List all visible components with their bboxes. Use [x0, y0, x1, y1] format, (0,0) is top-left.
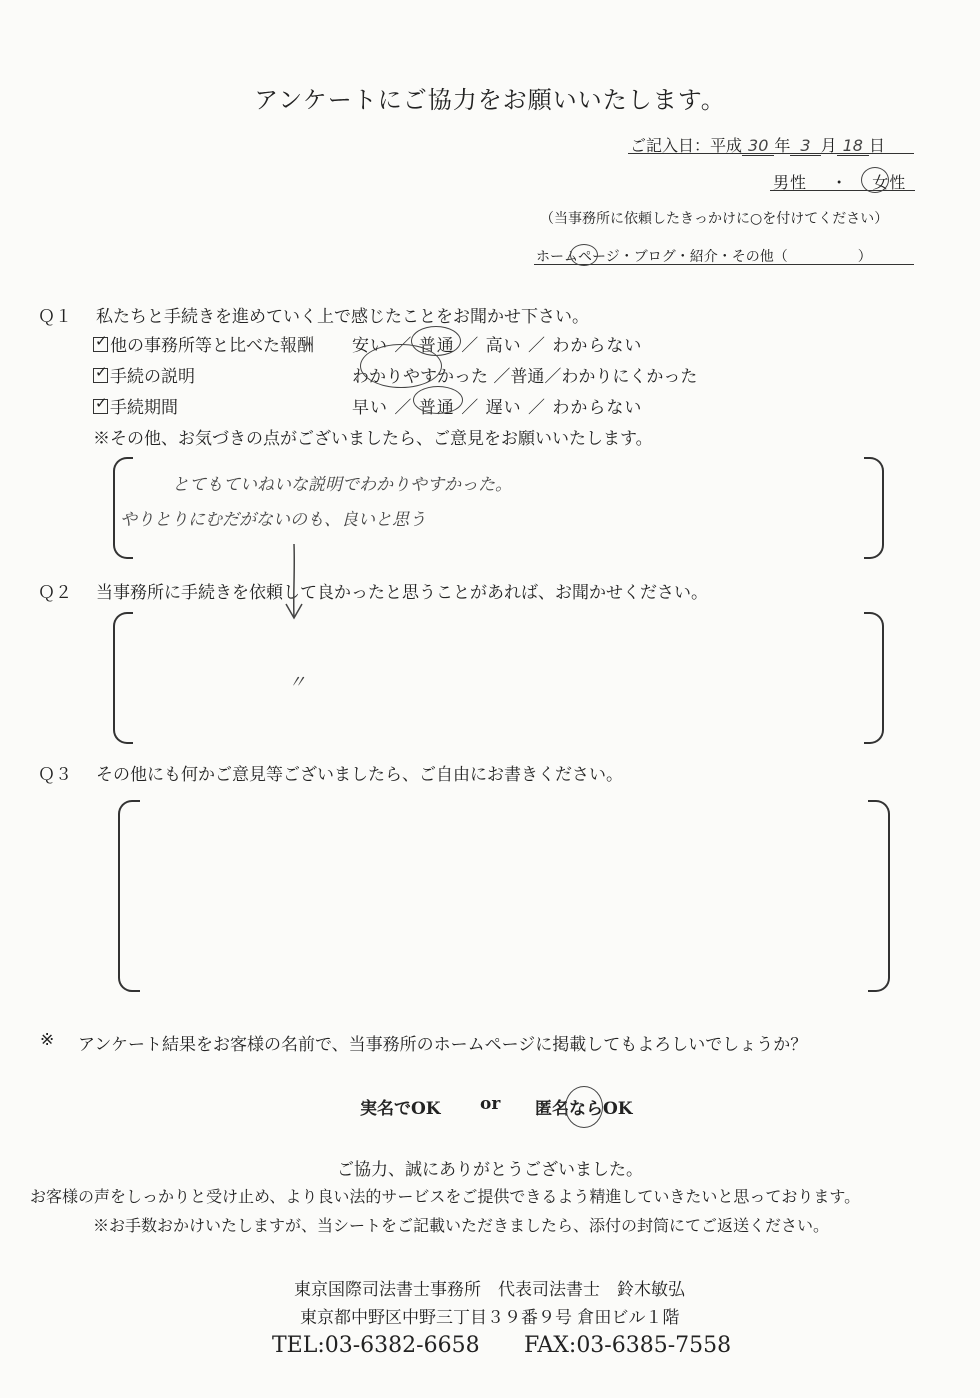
q1-item-period[interactable] [93, 393, 178, 418]
trigger-circle [570, 244, 598, 266]
q2-box-left-bracket [113, 612, 133, 744]
trigger-instruction: （当事務所に依頼したきっかけに○を付けてください） [540, 211, 889, 227]
gender-female-circle [861, 167, 889, 193]
entry-month[interactable]: 3 [790, 136, 820, 156]
trigger-options[interactable]: ホームページ・ブログ・紹介・その他（ ） [536, 249, 872, 265]
q1-item-explanation-options[interactable]: わかりやすかった ／普通／わかりにくかった [352, 367, 698, 387]
q3-question: その他にも何かご意見等ございましたら、ご自由にお書きください。 [96, 765, 623, 785]
publish-mark: ※ [40, 1030, 55, 1050]
q1-item-fee[interactable] [93, 331, 314, 356]
q2-number: Ｑ２ [38, 583, 72, 603]
thanks-line2: お客様の声をしっかりと受け止め、より良い法的サービスをご提供できるよう精進していきたいと思っております。 [30, 1187, 861, 1206]
q1-explanation-circle [360, 344, 442, 388]
publish-anonymous[interactable]: 匿名ならOK [535, 1099, 633, 1119]
checkbox-icon[interactable] [93, 368, 108, 383]
q1-item-fee-label: 他の事務所等と比べた報酬 [110, 336, 314, 356]
q1-item-fee-options[interactable]: 安い ／ 普通 ／ 高い ／ わからない [352, 336, 643, 356]
q1-item-explanation[interactable] [93, 362, 195, 387]
gender-female[interactable]: 女性 [872, 173, 907, 192]
office-fax: FAX:03-6385-7558 [524, 1333, 732, 1358]
q3-box-right-bracket [868, 800, 890, 992]
q1-item-period-options[interactable]: 早い ／ 普通 ／ 遅い ／ わからない [352, 398, 643, 418]
publish-or: or [480, 1094, 501, 1114]
page-title: アンケートにご協力をお願いいたします。 [254, 86, 726, 114]
entry-date-label: ご記入日：平成 [630, 136, 743, 155]
publish-anonymous-circle [565, 1086, 603, 1128]
publish-question: アンケート結果をお客様の名前で、当事務所のホームページに掲載してもよろしいでしょうか？ [78, 1035, 808, 1055]
thanks-line3: ※お手数おかけいたしますが、当シートをご記載いただきましたら、添付の封筒にてご返送ください。 [93, 1216, 830, 1235]
q3-number: Ｑ３ [38, 765, 72, 785]
gender-separator: ・ [831, 173, 849, 192]
entry-day-unit: 日 [868, 136, 885, 155]
entry-year-unit: 年 [774, 136, 791, 155]
q1-answer-line2[interactable]: やりとりにむだがないのも、良いと思う [120, 510, 426, 530]
checkbox-icon[interactable] [93, 337, 108, 352]
entry-date-underline [628, 153, 914, 154]
q1-number: Ｑ１ [38, 307, 72, 327]
q1-box-right-bracket [864, 457, 884, 559]
office-name: 東京国際司法書士事務所 代表司法書士 鈴木敏弘 [294, 1280, 685, 1300]
gender-underline [770, 190, 915, 191]
office-address: 東京都中野区中野三丁目３９番９号 倉田ビル１階 [300, 1308, 680, 1328]
q2-question: 当事務所に手続きを依頼して良かったと思うことがあれば、お聞かせください。 [96, 583, 708, 603]
entry-day[interactable]: 18 [837, 136, 869, 156]
q3-box-left-bracket [118, 800, 140, 992]
entry-year[interactable]: 30 [742, 136, 774, 156]
q2-box-right-bracket [864, 612, 884, 744]
q1-period-circle [413, 386, 463, 414]
thanks-line1: ご協力、誠にありがとうございました。 [337, 1160, 643, 1180]
entry-month-unit: 月 [820, 136, 837, 155]
gender-male[interactable]: 男性 [773, 173, 808, 192]
office-tel: TEL:03-6382-6658 [272, 1333, 480, 1358]
q1-item-explanation-label: 手続の説明 [110, 367, 195, 387]
q2-answer[interactable]: 〃 [288, 672, 306, 693]
q1-answer-line1[interactable]: とてもていねいな説明でわかりやすかった。 [172, 475, 512, 495]
q1-question: 私たちと手続きを進めていく上で感じたことをお聞かせ下さい。 [96, 307, 589, 327]
down-arrow-icon [282, 542, 306, 622]
q1-comment-prompt: ※その他、お気づきの点がございましたら、ご意見をお願いいたします。 [93, 429, 653, 449]
q1-item-period-label: 手続期間 [110, 398, 178, 418]
publish-real-name[interactable]: 実名でOK [360, 1099, 441, 1119]
checkbox-icon[interactable] [93, 399, 108, 414]
